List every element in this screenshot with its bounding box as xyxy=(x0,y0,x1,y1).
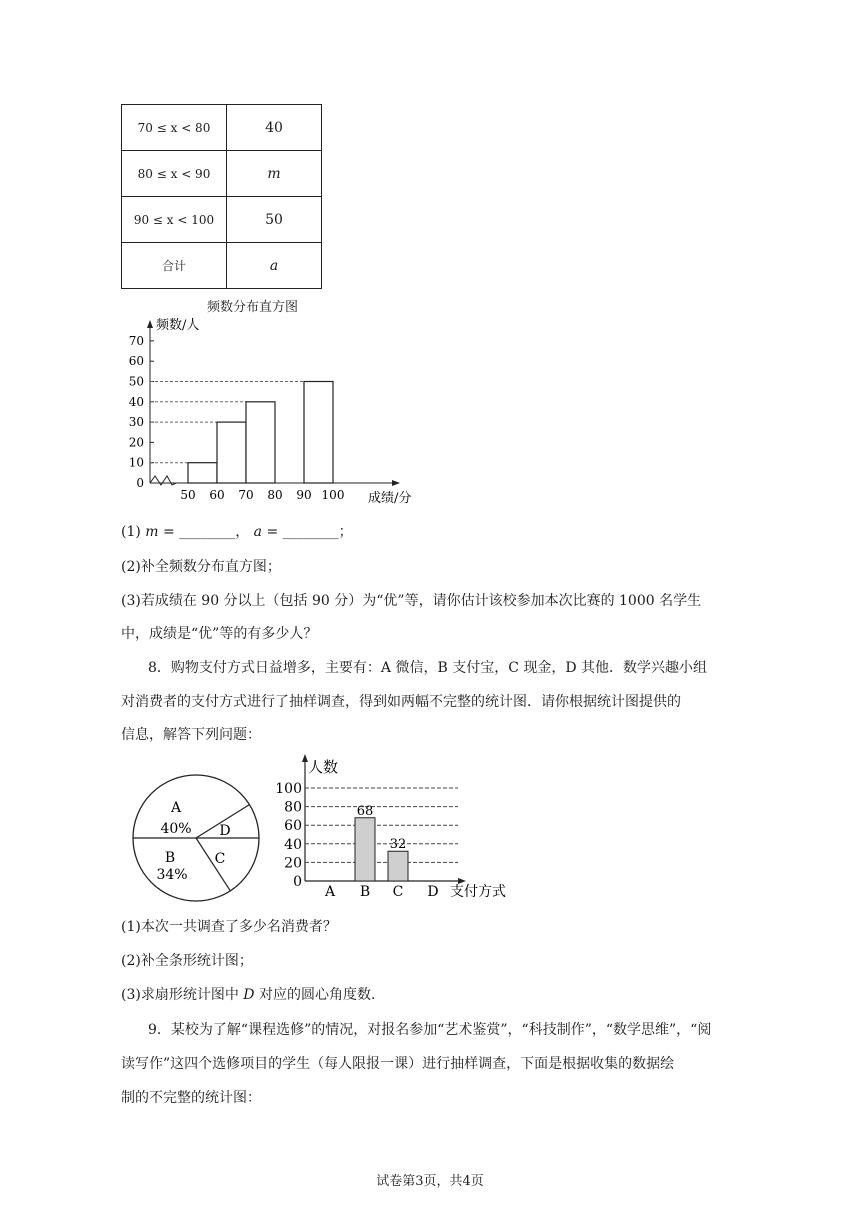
y-tick-label: 0 xyxy=(293,874,302,890)
q8-part3 xyxy=(121,985,385,1005)
q9-stem-line3: 制的不完整的统计图： xyxy=(121,1090,261,1106)
table-cell-range: 80 ≤ x < 90 xyxy=(122,151,227,197)
pie-slice-label: B xyxy=(164,850,176,866)
q7-blank-a: = ________； xyxy=(262,524,353,540)
x-tick-label: 80 xyxy=(267,488,283,502)
q8-stem-line2: 对消费者的支付方式进行了抽样调查，得到如两幅不完整的统计图．请你根据统计图提供的 xyxy=(121,694,681,710)
x-tick-label: C xyxy=(392,884,404,900)
q8-part2: (2)补全条形统计图； xyxy=(121,953,253,969)
q8-stem-line3: 信息，解答下列问题： xyxy=(121,727,261,743)
q9-stem-line2: 读写作”这四个选修项目的学生（每人限报一课）进行抽样调查，下面是根据收集的数据绘 xyxy=(121,1056,675,1072)
x-tick-label: 50 xyxy=(180,488,196,502)
x-tick-label: 100 xyxy=(321,488,345,502)
y-tick-label: 40 xyxy=(128,394,144,409)
histogram-bar xyxy=(304,382,333,484)
y-tick-label: 60 xyxy=(128,354,144,369)
pie-chart xyxy=(128,778,268,898)
bar-data-label: 68 xyxy=(356,803,374,819)
table-cell-value: 50 xyxy=(227,197,322,243)
q7-part1 xyxy=(121,522,353,542)
x-tick-label: 60 xyxy=(209,488,225,502)
q7-part3-line1: (3)若成绩在 90 分以上（包括 90 分）为“优”等，请你估计该校参加本次比赛的 1000 名学生 xyxy=(121,593,702,609)
bar xyxy=(355,818,375,881)
table-cell-value: 40 xyxy=(227,105,322,151)
y-tick-label: 40 xyxy=(284,836,302,853)
y-tick-label: 10 xyxy=(128,455,144,470)
y-tick-label: 20 xyxy=(284,855,302,872)
pie-slice-label: C xyxy=(214,851,226,867)
pie-slice-percent: 40% xyxy=(160,821,192,837)
table-row xyxy=(122,197,322,243)
q7-blank-m: = ________， xyxy=(158,524,254,540)
y-tick-label: 70 xyxy=(128,333,144,348)
pie-slice-percent: 34% xyxy=(156,867,188,883)
table-cell-range: 70 ≤ x < 80 xyxy=(122,105,227,151)
page-footer: 试卷第3页，共4页 xyxy=(376,1174,484,1189)
y-axis-label: 频数/人 xyxy=(156,318,200,333)
y-tick-label: 0 xyxy=(136,476,144,490)
q8-stem-line1: 8．购物支付方式日益增多，主要有：A 微信，B 支付宝，C 现金，D 其他．数学兴趣小组 xyxy=(148,660,708,676)
histogram-bar xyxy=(217,422,246,483)
y-axis-label: 人数 xyxy=(308,758,339,776)
table-cell-value: m xyxy=(227,151,322,197)
q7-var-m: m xyxy=(145,524,159,540)
y-tick-label: 60 xyxy=(284,818,302,835)
q7-part1-prefix: (1) xyxy=(121,524,146,540)
x-tick-label: 90 xyxy=(296,488,312,502)
histogram-chart xyxy=(120,312,440,512)
table-cell-range: 合计 xyxy=(122,243,227,289)
x-tick-label: B xyxy=(359,884,371,900)
bar xyxy=(388,851,408,881)
axis-break xyxy=(150,476,176,485)
x-axis-label: 支付方式 xyxy=(450,884,506,900)
pie-slice-label: A xyxy=(170,800,182,816)
q8-var-d: D xyxy=(243,987,255,1003)
x-axis-arrow xyxy=(392,480,400,486)
y-tick-label: 20 xyxy=(128,435,144,450)
histogram-title: 频数分布直方图 xyxy=(206,300,298,315)
table-row xyxy=(122,105,322,151)
q8-part3-suffix: 对应的圆心角度数． xyxy=(254,987,385,1003)
bar-data-label: 32 xyxy=(389,837,407,853)
frequency-table xyxy=(121,104,322,289)
y-tick-label: 30 xyxy=(128,415,144,430)
y-tick-label: 100 xyxy=(275,781,302,797)
x-tick-label: A xyxy=(324,884,336,900)
y-tick-label: 50 xyxy=(128,374,144,389)
q8-part1: (1)本次一共调查了多少名消费者？ xyxy=(121,919,337,935)
table-row xyxy=(122,151,322,197)
q7-part3-line2: 中，成绩是“优”等的有多少人？ xyxy=(121,626,318,642)
x-tick-label: 70 xyxy=(238,488,254,502)
table-cell-value: a xyxy=(227,243,322,289)
histogram-bar xyxy=(246,402,275,483)
q7-part2: (2)补全频数分布直方图； xyxy=(121,559,281,575)
table-row xyxy=(122,243,322,289)
q7-var-a: a xyxy=(253,524,263,540)
x-tick-label: D xyxy=(427,884,439,900)
y-axis-arrow xyxy=(147,320,153,328)
histogram-bar xyxy=(188,463,217,483)
table-cell-range: 90 ≤ x < 100 xyxy=(122,197,227,243)
q8-part3-prefix: (3)求扇形统计图中 xyxy=(121,987,244,1003)
bar-chart xyxy=(275,752,520,902)
y-tick-label: 80 xyxy=(284,799,302,816)
pie-slice-label: D xyxy=(219,823,231,839)
x-axis-label: 成绩/分 xyxy=(368,491,412,506)
q9-stem-line1: 9．某校为了解“课程选修”的情况，对报名参加“艺术鉴赏”，“科技制作”，“数学思维”，“阅 xyxy=(148,1022,712,1038)
